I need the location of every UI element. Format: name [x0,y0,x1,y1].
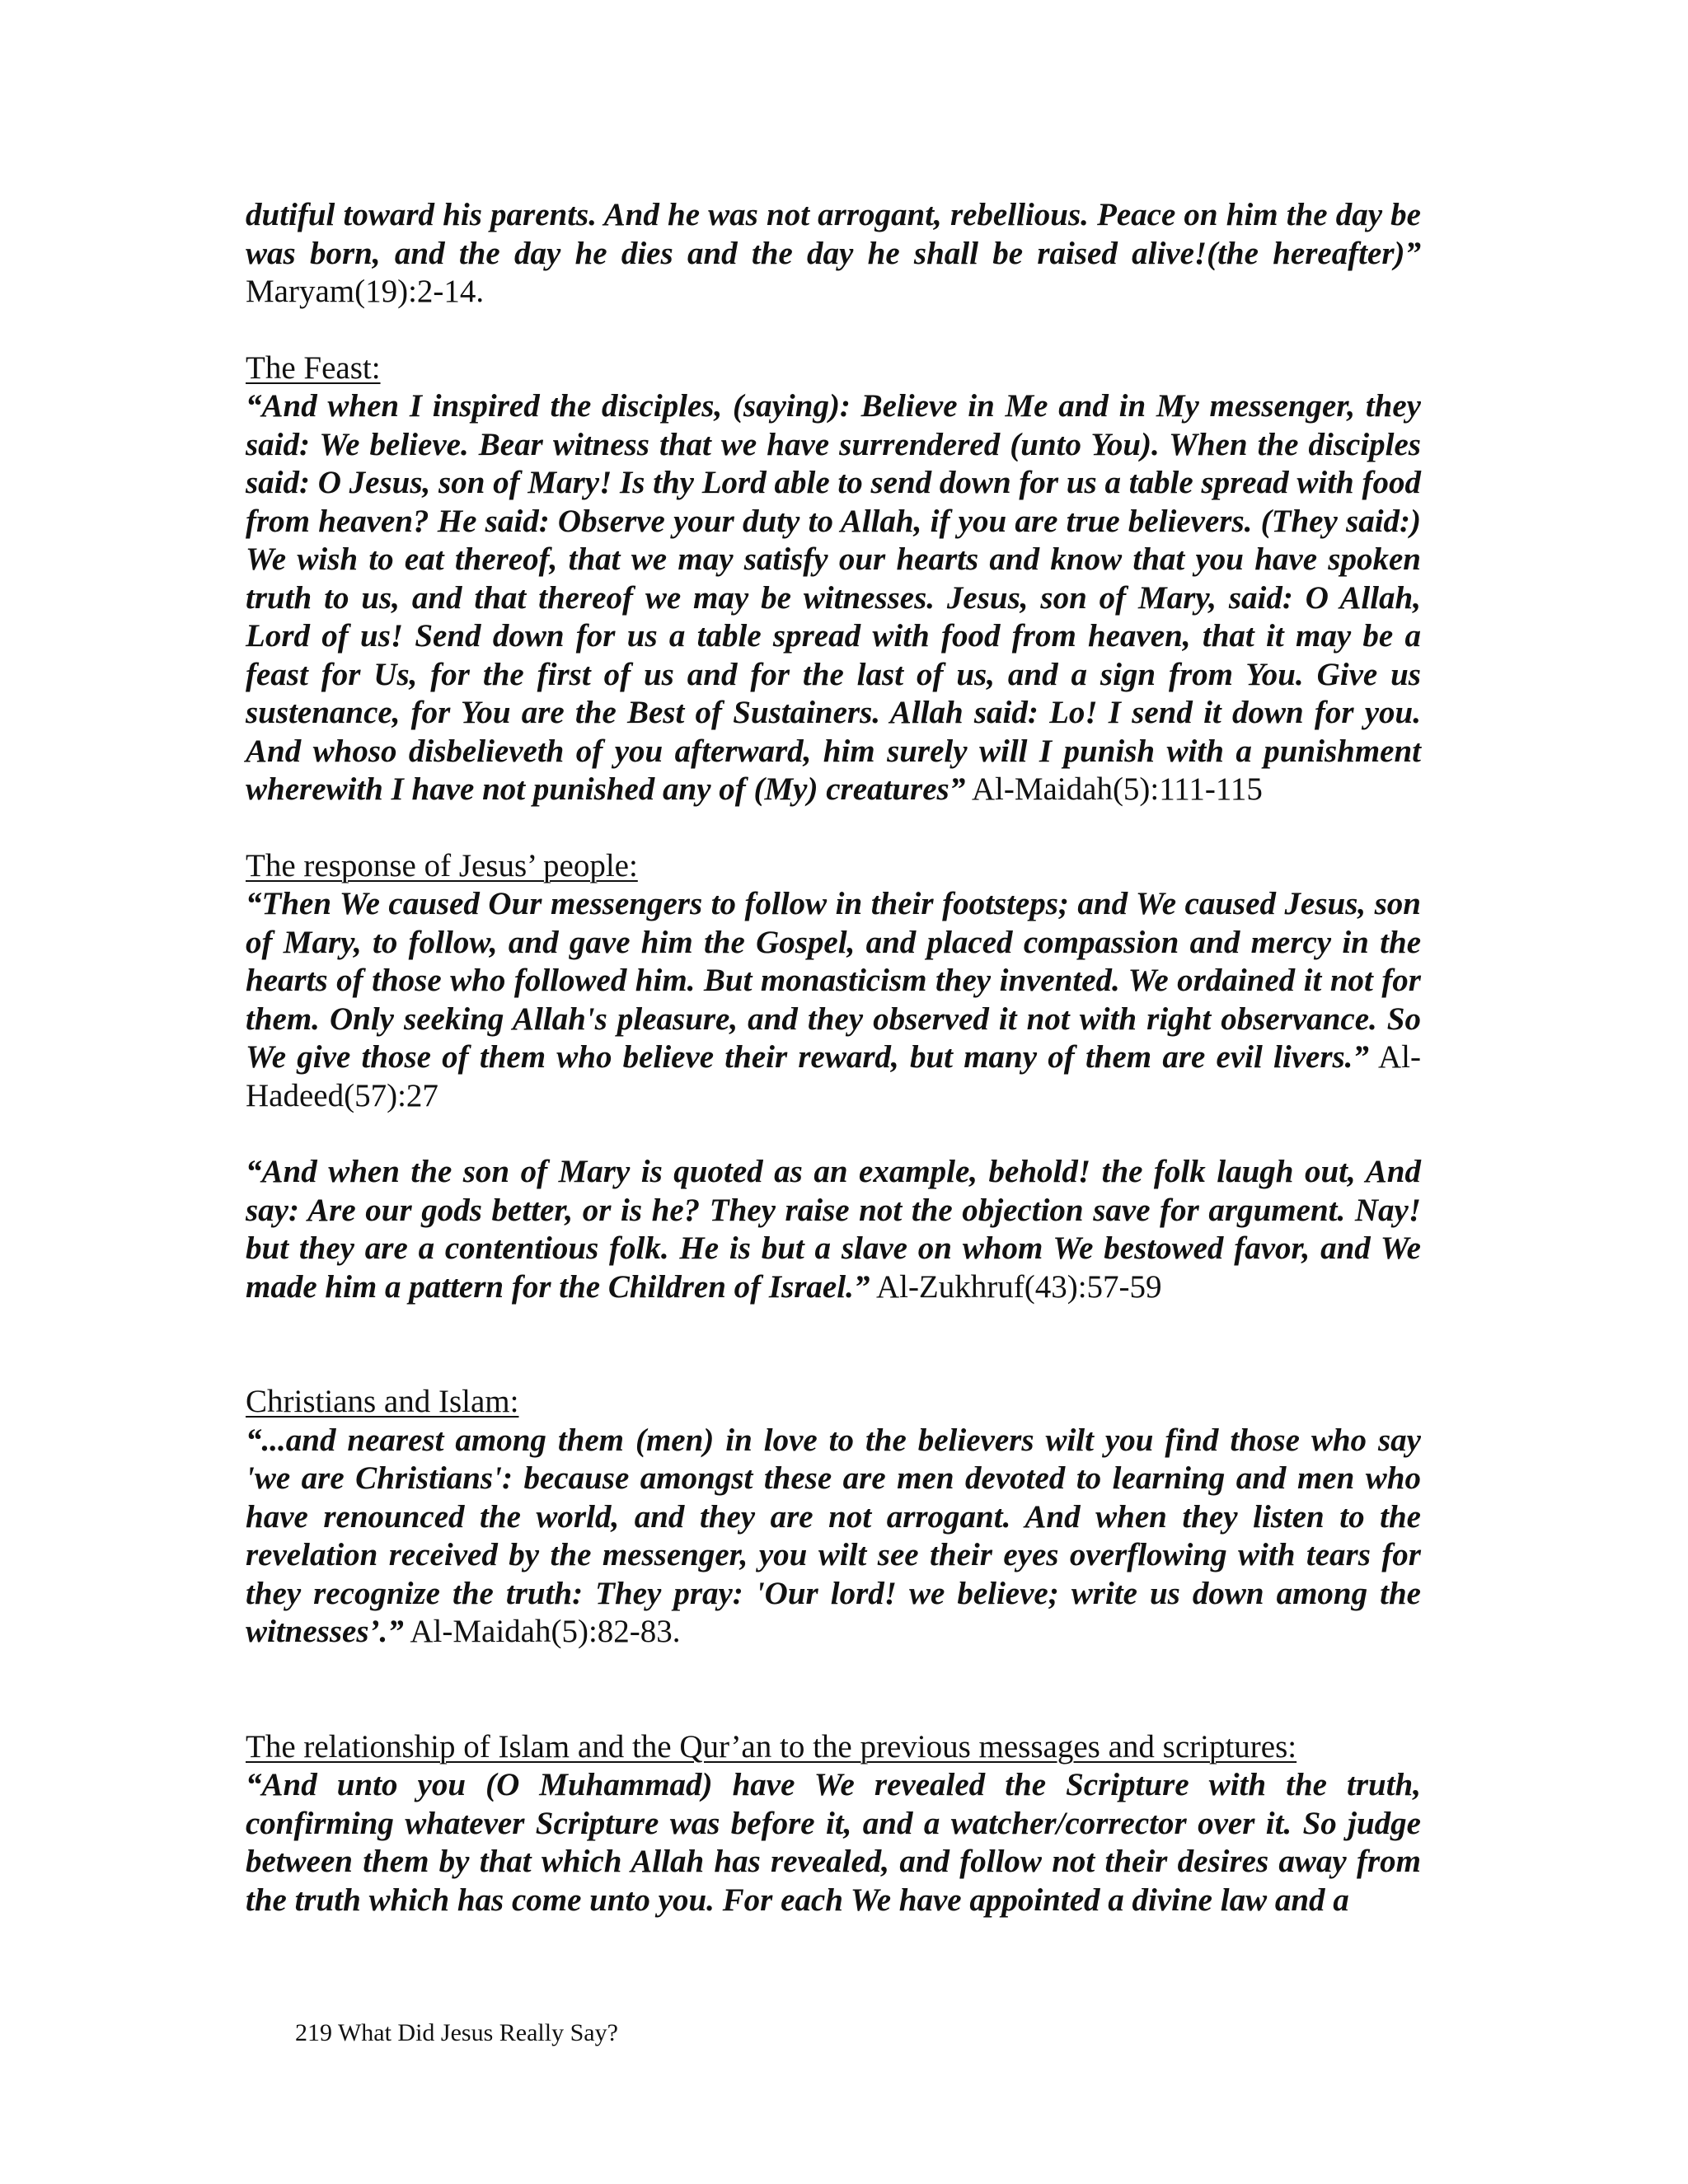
section-citation: Al-Maidah(5):82-83. [410,1614,681,1649]
section-citation: Al-Hadeed(57):27 [246,1039,1421,1113]
section-zukhruf [246,1153,1421,1306]
section-heading: The Feast: [246,349,381,386]
section-quote: “...and nearest among them (men) in love to the believers wilt you find those who say 'we are Christians': because amongst these are men devoted to learning and men who have renounced the world, and they are not arrogant. And when they listen to the revelation received by the messenger, you wilt see their eyes overflowing with tears for they recognize the truth: They pray: 'Our lord! we believe; write us down among the witnesses’.” [246,1422,1421,1649]
section-citation: Al-Zukhruf(43):57-59 [875,1268,1162,1305]
intro-quote: dutiful toward his parents. And he was not arrogant, rebellious. Peace on him the day be was born, and the day he dies and the day he shall be raised alive!(the hereafter)” [246,197,1421,271]
page-footer: 219 What Did Jesus Really Say? [295,2019,618,2046]
section-heading: The relationship of Islam and the Qur’an to the previous messages and scriptures: [246,1728,1297,1765]
section-christians [246,1383,1421,1652]
section-relationship [246,1728,1421,1920]
section-response [246,847,1421,1116]
section-quote: “And when the son of Mary is quoted as an example, behold! the folk laugh out, And say: Are our gods better, or is he? They raise not the objection save for argument. Nay! but they are a contentious folk. He is but a slave on whom We bestowed favor, and We made him a pattern for the Children of Israel.” [246,1154,1421,1305]
intro-paragraph [246,196,1421,312]
section-heading: Christians and Islam: [246,1384,519,1419]
section-quote: “And unto you (O Muhammad) have We revealed the Scripture with the truth, confirming whatever Scripture was before it, and a watcher/corrector over it. So judge between them by that which Allah has revealed, and follow not their desires away from the truth which has come unto you. For each We have appointed a divine law and a [246,1767,1421,1918]
spacer [246,312,1421,349]
section-quote: “Then We caused Our messengers to follow in their footsteps; and We caused Jesus, son of Mary, to follow, and gave him the Gospel, and placed compassion and mercy in the hearts of those who followed him. But monasticism they invented. We ordained it not for them. Only seeking Allah's pleasure, and they observed it not with right observance. So We give those of them who believe their reward, but many of them are evil livers.” [246,886,1421,1075]
spacer [246,1652,1421,1728]
page-body [246,196,1421,1919]
spacer [246,1115,1421,1153]
section-citation: Al-Maidah(5):111-115 [971,771,1263,807]
spacer [246,1306,1421,1383]
section-feast [246,349,1421,809]
intro-citation: Maryam(19):2-14. [246,274,485,309]
section-quote: “And when I inspired the disciples, (saying): Believe in Me and in My messenger, they said: We believe. Bear witness that we have surrendered (unto You). When the disciples said: O Jesus, son of Mary! Is thy Lord able to send down for us a table spread with food from heaven? He said: Observe your duty to Allah, if you are true believers. (They said:) We wish to eat thereof, that we may satisfy our hearts and know that you have spoken truth to us, and that thereof we may be witnesses. Jesus, son of Mary, said: O Allah, Lord of us! Send down for us a table spread with food from heaven, that it may be a feast for Us, for the first of us and for the last of us, and a sign from You. Give us sustenance, for You are the Best of Sustainers. Allah said: Lo! I send it down for you. And whoso disbelieveth of you afterward, him surely will I punish with a punishment wherewith I have not punished any of (My) creatures” [246,388,1421,807]
spacer [246,809,1421,847]
section-heading: The response of Jesus’ people: [246,847,638,883]
